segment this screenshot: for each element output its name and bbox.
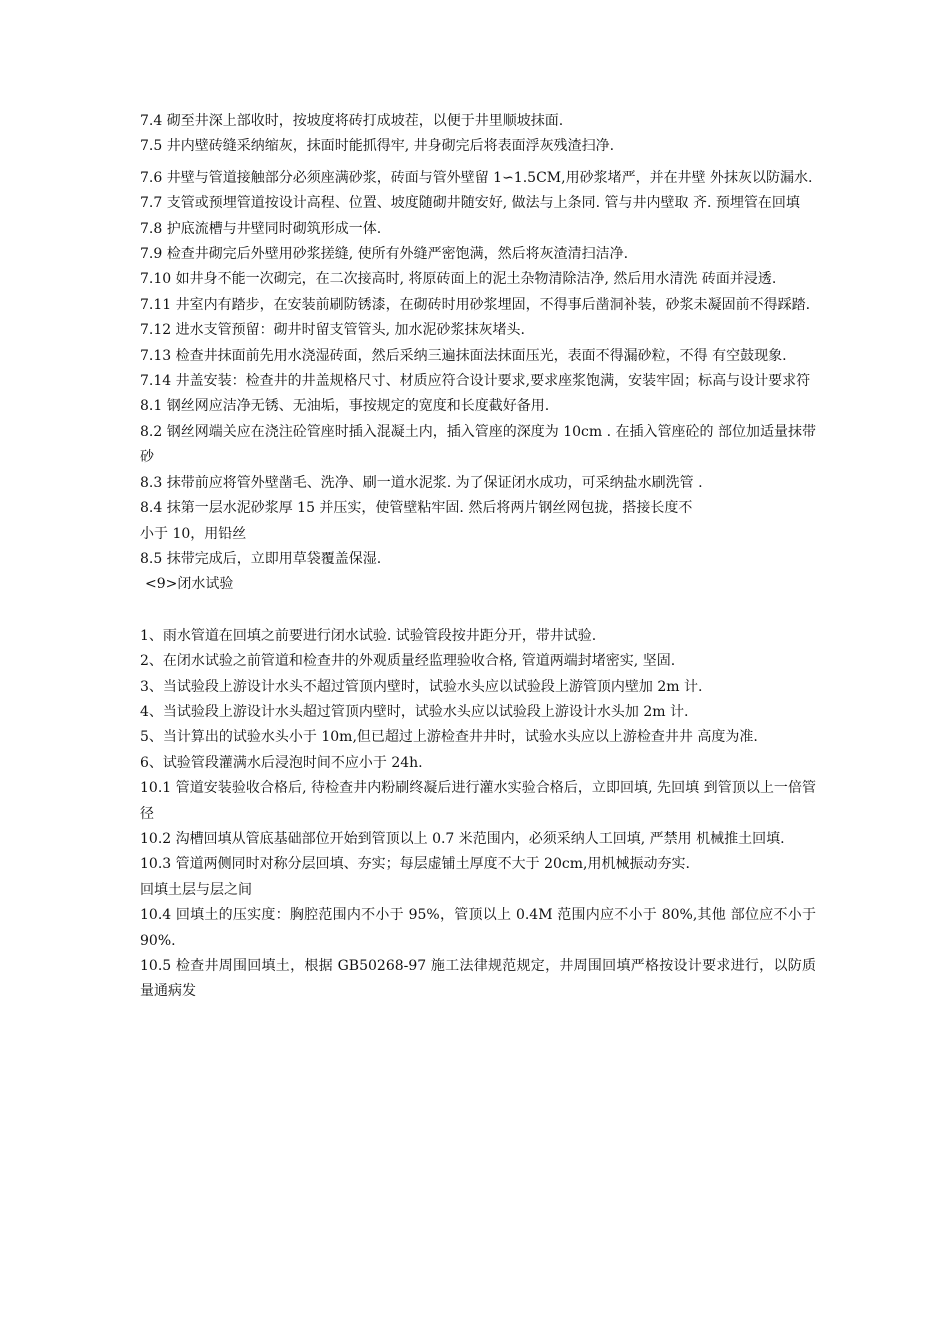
test-item-1: 1、雨水管道在回填之前要进行闭水试验. 试验管段按井距分开，带井试验. <box>140 627 597 644</box>
section-heading-closed-water-test: <9>闭水试验 <box>145 576 234 593</box>
paragraph-7-11: 7.11 井室内有踏步，在安装前刷防锈漆，在砌砖时用砂浆埋固，不得事后凿洞补装，砂浆未凝固前不得踩踏. <box>140 296 811 313</box>
paragraph-10-3: 10.3 管道两侧同时对称分层回填、夯实；每层虚铺土厚度不大于 20cm,用机械振动夯实. <box>140 856 690 873</box>
test-item-6: 6、试验管段灌满水后浸泡时间不应小于 24h. <box>140 754 423 771</box>
paragraph-10-5: 10.5 检查井周围回填土，根据 GB50268-97 施工法律规范规定，井周围回填严格按设计要求进行，以防质量通病发 <box>140 958 816 1000</box>
paragraph-7-13: 7.13 检查井抹面前先用水浇湿砖面，然后采纳三遍抹面法抹面压光，表面不得漏砂粒，不得 有空鼓现象. <box>140 347 787 364</box>
paragraph-7-5: 7.5 井内壁砖缝采纳缩灰，抹面时能抓得牢, 井身砌完后将表面浮灰残渣扫净. <box>140 138 615 155</box>
paragraph-8-3: 8.3 抹带前应将管外壁凿毛、洗净、刷一道水泥浆. 为了保证闭水成功，可采纳盐水刷洗管 . <box>140 474 703 491</box>
paragraph-8-5: 8.5 抹带完成后，立即用草袋覆盖保湿. <box>140 550 382 567</box>
test-item-5: 5、当计算出的试验水头小于 10m,但已超过上游检查井井时，试验水头应以上游检查井井 高度为准. <box>140 729 758 746</box>
paragraph-7-9: 7.9 检查井砌完后外壁用砂浆搓缝, 使所有外缝严密饱满，然后将灰渣清扫洁净. <box>140 246 629 263</box>
paragraph-8-2: 8.2 钢丝网端关应在浇注砼管座时插入混凝土内，插入管座的深度为 10cm . 在插入管座砼的 部位加适量抹带砂 <box>140 423 816 466</box>
paragraph-7-14: 7.14 井盖安装：检查井的井盖规格尺寸、材质应符合设计要求,要求座浆饱满，安装牢固；标高与设计要求符 <box>140 373 811 390</box>
paragraph-10-3-continued: 回填土层与层之间 <box>140 881 252 898</box>
paragraph-10-2: 10.2 沟槽回填从管底基础部位开始到管顶以上 0.7 米范围内，必须采纳人工回填, 严禁用 机械推土回填. <box>140 830 785 847</box>
test-item-4: 4、当试验段上游设计水头超过管顶内壁时，试验水头应以试验段上游设计水头加 2m 计. <box>140 703 689 720</box>
paragraph-8-4-continued: 小于 10，用铅丝 <box>140 525 247 542</box>
paragraph-7-12: 7.12 进水支管预留：砌井时留支管管头, 加水泥砂浆抹灰堵头. <box>140 322 525 339</box>
paragraph-8-1: 8.1 钢丝网应洁净无锈、无油垢，事按规定的宽度和长度截好备用. <box>140 398 550 415</box>
paragraph-7-7: 7.7 支管或预埋管道按设计高程、位置、坡度随砌井随安好, 做法与上条同. 管与井内壁取 齐. 预埋管在回填 <box>140 195 800 212</box>
paragraph-7-4: 7.4 砌至井深上部收时，按坡度将砖打成坡茬，以便于井里顺坡抹面. <box>140 113 564 129</box>
test-item-2: 2、在闭水试验之前管道和检查井的外观质量经监理验收合格, 管道两端封堵密实, 坚固. <box>140 653 676 670</box>
paragraph-8-4: 8.4 抹第一层水泥砂浆厚 15 并压实，使管壁粘牢固. 然后将两片钢丝网包拢，搭接长度不 <box>140 500 693 517</box>
paragraph-7-10: 7.10 如井身不能一次砌完，在二次接高时, 将原砖面上的泥土杂物清除洁净, 然后用水清洗 砖面并浸透. <box>140 271 777 288</box>
paragraph-7-6: 7.6 井壁与管道接触部分必须座满砂浆，砖面与管外壁留 1∽1.5CM,用砂浆堵严，并在井壁 外抹灰以防漏水. <box>140 169 813 186</box>
test-item-3: 3、当试验段上游设计水头不超过管顶内壁时，试验水头应以试验段上游管顶内壁加 2m 计. <box>140 678 703 695</box>
paragraph-10-1: 10.1 管道安装验收合格后, 待检查井内粉刷终凝后进行灌水实验合格后，立即回填, 先回填 到管顶以上一倍管径 <box>140 780 816 822</box>
paragraph-10-4: 10.4 回填土的压实度：胸腔范围内不小于 95%，管顶以上 0.4M 范围内应不小于 80%,其他 部位应不小于 90%. <box>140 907 816 949</box>
document-body <box>140 109 816 1005</box>
paragraph-7-8: 7.8 护底流槽与井壁同时砌筑形成一体. <box>140 220 382 237</box>
